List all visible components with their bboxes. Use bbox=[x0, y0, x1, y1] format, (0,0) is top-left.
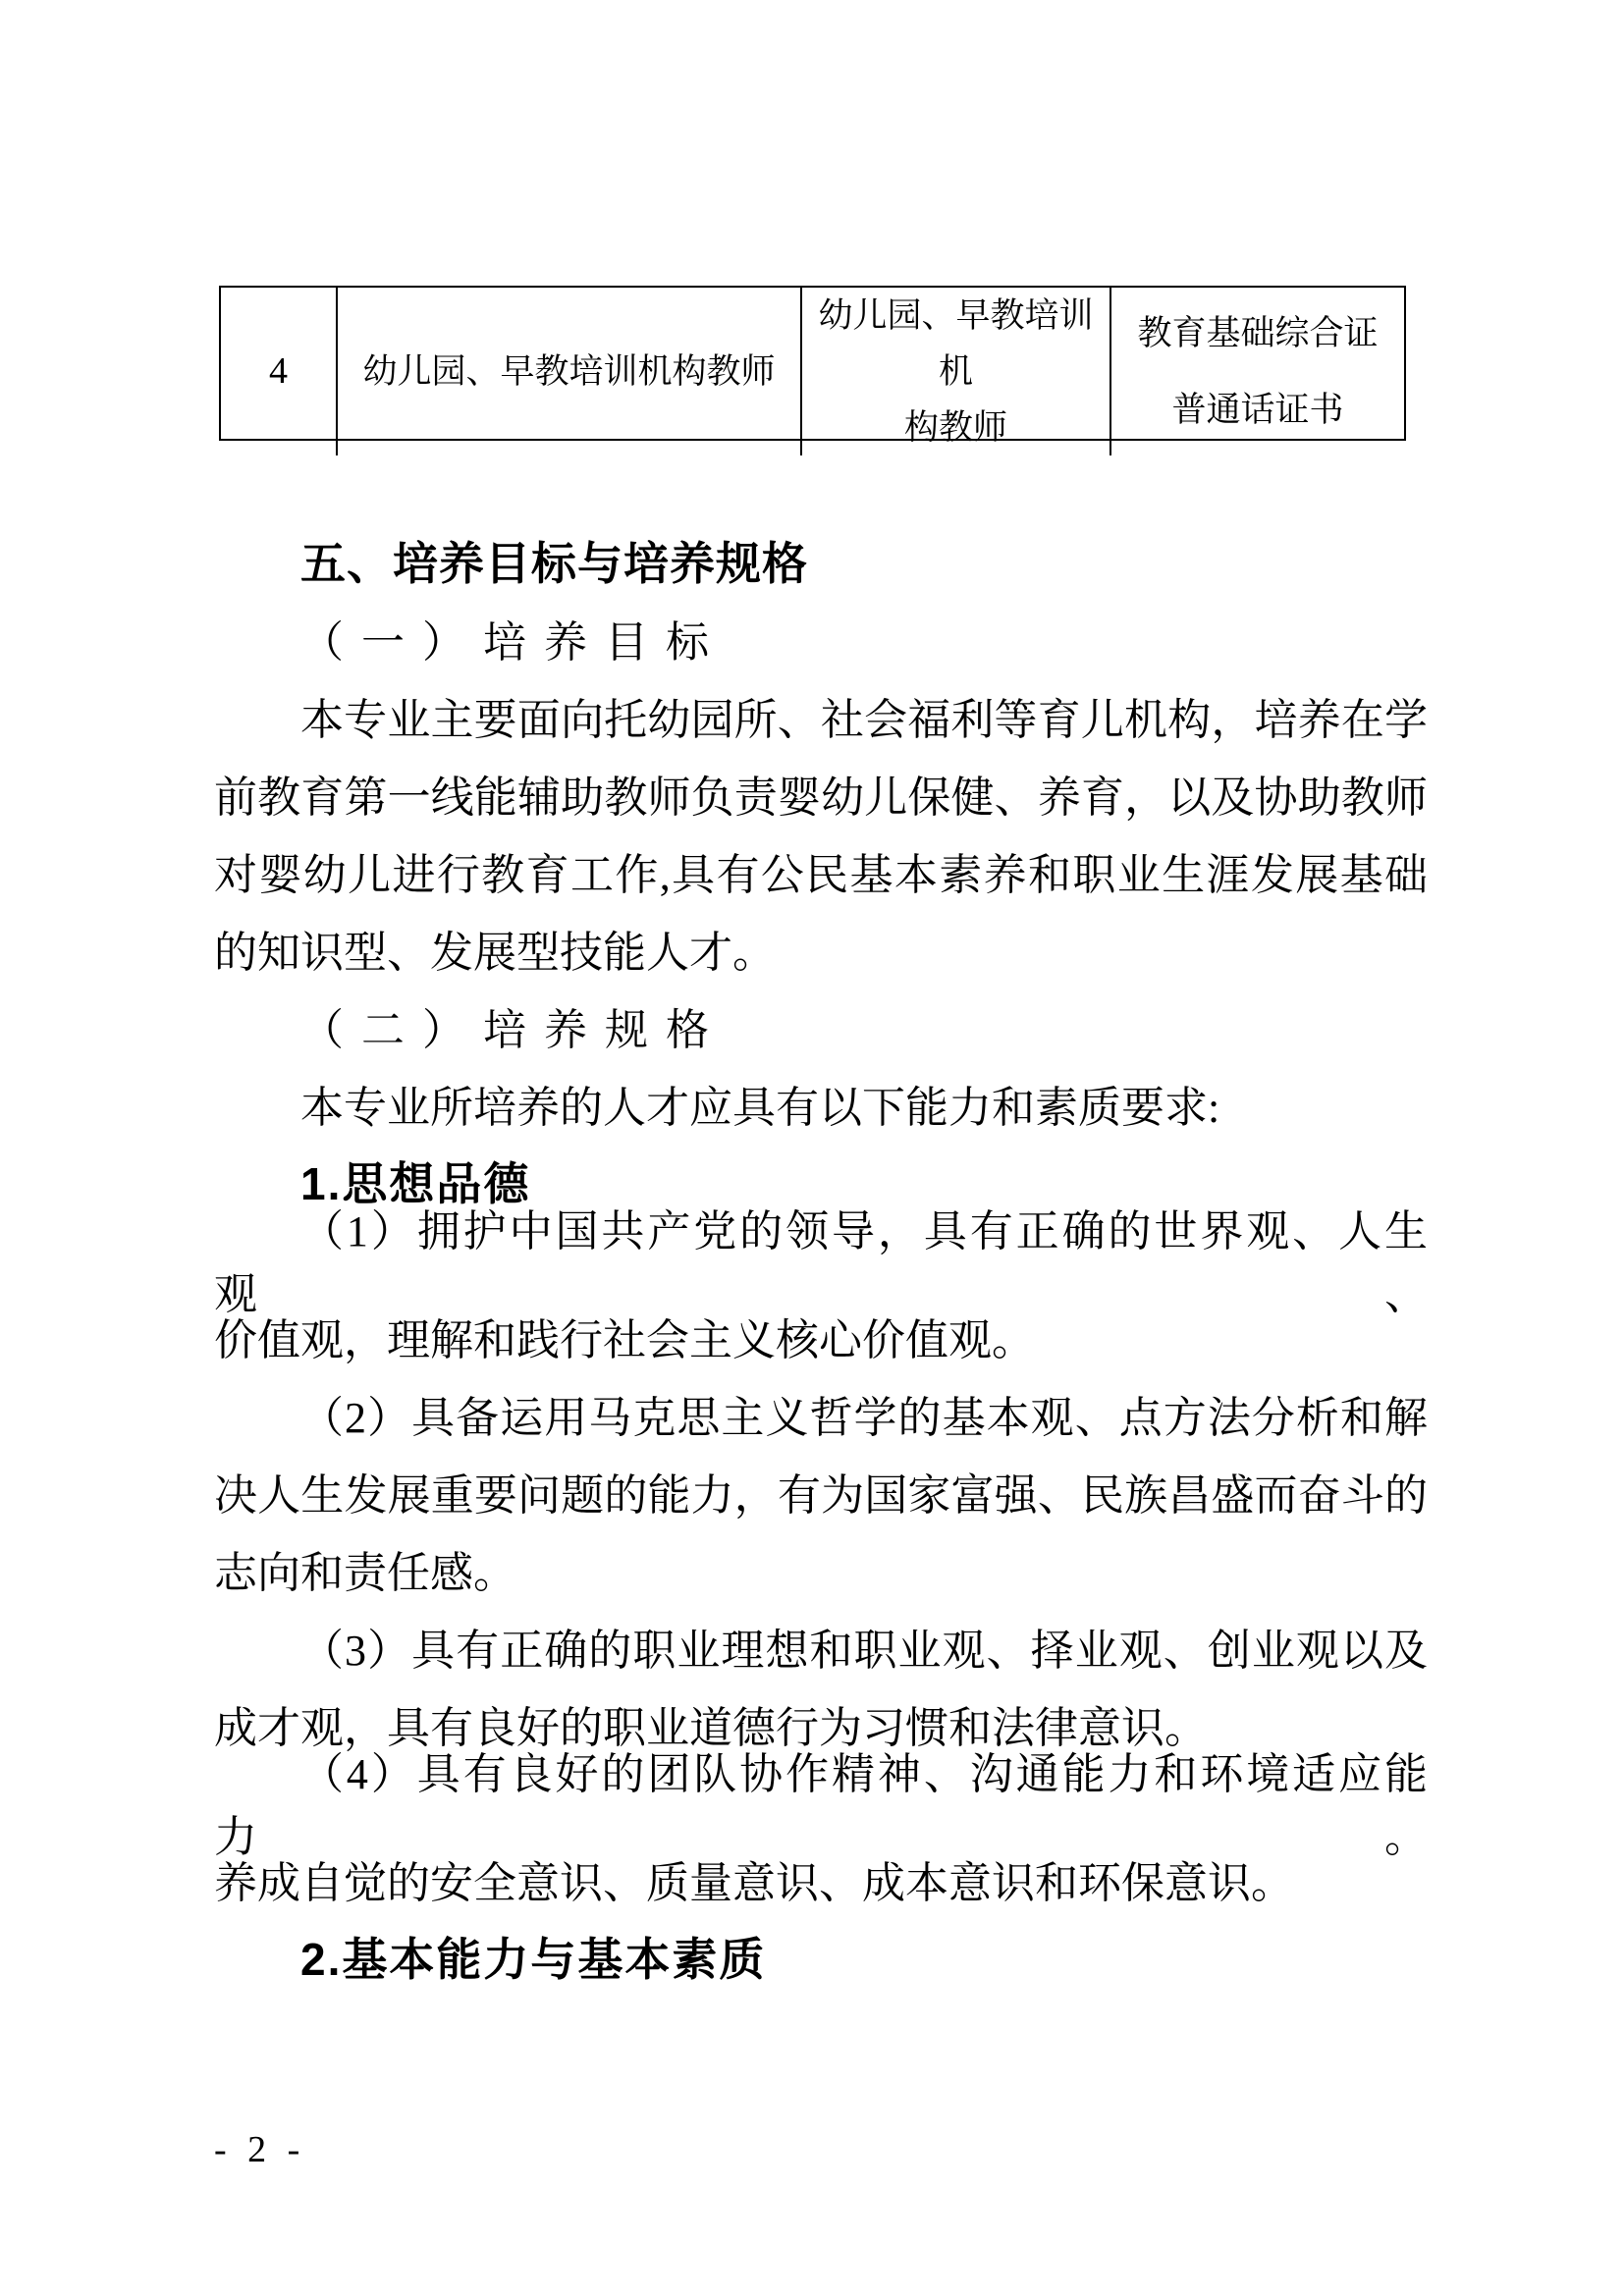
bold-subheading-basic-abilities bbox=[214, 1917, 1428, 1995]
list-item-text: 价值观，理解和践行社会主义核心价值观。 bbox=[214, 1315, 1035, 1364]
document-body bbox=[214, 521, 1428, 1995]
list-item-text: 决人生发展重要问题的能力，有为国家富强、民族昌盛而奋斗的 bbox=[214, 1470, 1428, 1520]
bold-subheading-text: 1.思想品德 bbox=[300, 1157, 531, 1209]
list-item-text: （1）拥护中国共产党的领导，具有正确的世界观、人生观、 bbox=[214, 1206, 1428, 1318]
list-item-text: 志向和责任感。 bbox=[214, 1548, 516, 1597]
list-item-line bbox=[214, 1749, 1428, 1861]
list-item-text: （3）具有正确的职业理想和职业观、择业观、创业观以及 bbox=[300, 1626, 1428, 1675]
body-line-text: 的知识型、发展型技能人才。 bbox=[214, 928, 776, 977]
list-item-line bbox=[214, 1452, 1428, 1529]
list-item-text: （2）具备运用马克思主义哲学的基本观、点方法分析和解 bbox=[300, 1393, 1428, 1442]
table-cell-certificates bbox=[1110, 288, 1404, 455]
list-item-line bbox=[214, 1607, 1428, 1684]
subsection-heading-text: （二）培养规格 bbox=[300, 1005, 727, 1054]
body-line bbox=[214, 831, 1428, 909]
list-item-text: 养成自觉的安全意识、质量意识、成本意识和环保意识。 bbox=[214, 1858, 1294, 1907]
body-line bbox=[214, 676, 1428, 754]
page-number: - 2 - bbox=[214, 2129, 306, 2170]
list-item-line bbox=[214, 1374, 1428, 1452]
table-cell-job-position bbox=[336, 288, 800, 455]
row-number: 4 bbox=[269, 350, 288, 392]
list-item-text: （4）具有良好的团队协作精神、沟通能力和环境适应能力。 bbox=[214, 1749, 1428, 1861]
body-line bbox=[214, 1064, 1428, 1142]
table-cell-job-title bbox=[800, 288, 1110, 455]
body-line-text: 本专业主要面向托幼园所、社会福利等育儿机构，培养在学 bbox=[300, 695, 1428, 744]
bold-subheading-text: 2.基本能力与基本素质 bbox=[300, 1933, 767, 1985]
body-line bbox=[214, 754, 1428, 831]
list-item-line bbox=[214, 1840, 1428, 1917]
table-cell-row-number bbox=[221, 288, 336, 455]
list-item-text: 成才观，具有良好的职业道德行为习惯和法律意识。 bbox=[214, 1703, 1208, 1752]
subsection-heading-training-objectives bbox=[214, 599, 1428, 676]
body-line-text: 前教育第一线能辅助教师负责婴幼儿保健、养育，以及协助教师 bbox=[214, 773, 1428, 822]
subsection-heading-training-specs bbox=[214, 987, 1428, 1064]
job-title-line-1: 幼儿园、早教培训机 bbox=[818, 296, 1094, 391]
certificate-line-2: 普通话证书 bbox=[1171, 390, 1344, 429]
list-item-line bbox=[214, 1297, 1428, 1374]
job-position-text: 幼儿园、早教培训机构教师 bbox=[362, 352, 776, 391]
body-line-text: 对婴幼儿进行教育工作,具有公民基本素养和职业生涯发展基础 bbox=[214, 850, 1428, 899]
list-item-line bbox=[214, 1206, 1428, 1318]
certificates-table-fragment bbox=[219, 286, 1406, 447]
section-heading-text: 五、培养目标与培养规格 bbox=[300, 537, 808, 589]
job-title-line-2: 构教师 bbox=[903, 408, 1007, 447]
certificate-line-1: 教育基础综合证 bbox=[1137, 313, 1379, 352]
subsection-heading-text: （一）培养目标 bbox=[300, 617, 727, 667]
body-line bbox=[214, 909, 1428, 987]
list-item-line bbox=[214, 1529, 1428, 1607]
section-heading bbox=[214, 521, 1428, 599]
body-line-text: 本专业所培养的人才应具有以下能力和素质要求: bbox=[300, 1083, 1220, 1132]
